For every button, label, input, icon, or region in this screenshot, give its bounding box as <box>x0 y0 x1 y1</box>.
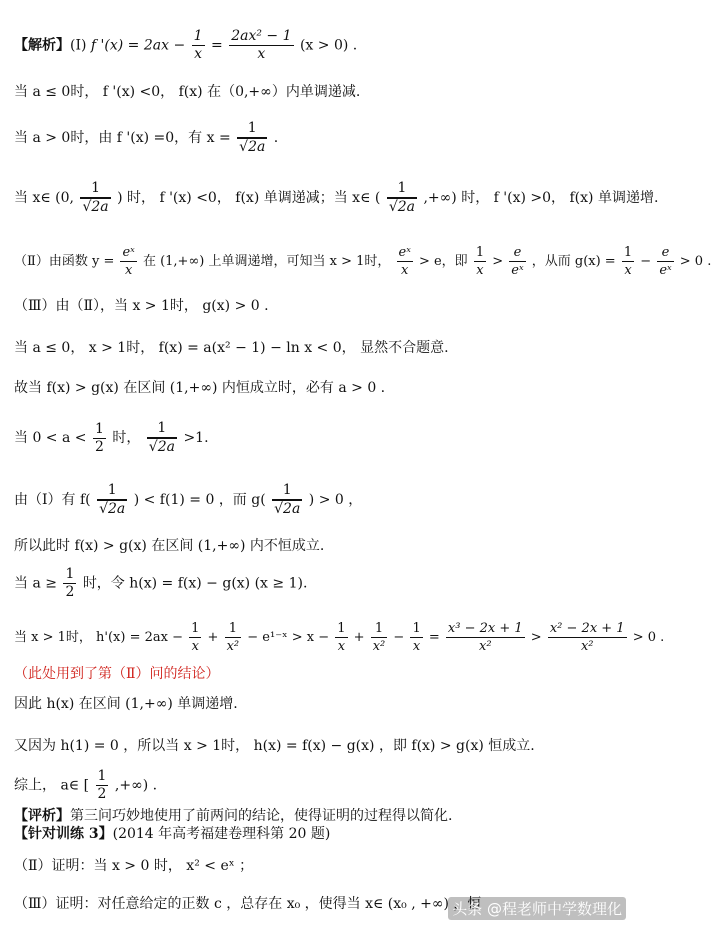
fraction: $\frac{1}{x}$ <box>193 28 203 62</box>
comment-tag: 【评析】 <box>14 808 70 824</box>
solution-line-13: 当 x > 1时， h'(x) = 2ax − $\frac{1}{x}$ + $\frac{1}{\text{x²}}$ − e¹⁻ˣ > x − $\frac{1}{x}$ + $\frac{1}{\text{x²}}$ − $\frac{1}{x}$ = $\frac{\text{x³ − 2x + 1}}{\text{x²}}$ > $\frac{\text{x² − 2x + 1}}{\text{x²}}$ > 0 . <box>14 621 665 654</box>
solution-line-7: 当 a ≤ 0， x > 1时， f(x) = a(x² − 1) − ln x < 0， 显然不合题意. <box>14 340 449 356</box>
watermark: 头条 @程老师中学数理化 <box>448 897 626 920</box>
practice-header: 【针对训练 3】(2014 年高考福建卷理科第 20 题) <box>14 826 331 842</box>
solution-line-3: 当 a > 0时，由 f '(x) =0，有 x = $\frac{1}{√2a}$ . <box>14 120 279 155</box>
solution-line-12: 当 a ≥ $\frac{1}{2}$ 时，令 h(x) = f(x) − g(x) (x ≥ 1). <box>14 566 308 600</box>
solution-line-16: 又因为 h(1) = 0 ，所以当 x > 1时， h(x) = f(x) − g(x) ，即 f(x) > g(x) 恒成立. <box>14 738 535 754</box>
highlight-note: （此处用到了第（Ⅱ）问的结论） <box>14 666 220 682</box>
practice-line-3: （Ⅲ）证明：对任意给定的正数 c ，总存在 x₀ ，使得当 x∈ (x₀ , +∞) ，恒 <box>14 896 482 912</box>
practice-tag: 【针对训练 3】 <box>14 826 113 842</box>
solution-line-10: 由（Ⅰ）有 f( $\frac{1}{√2a}$ ) < f(1) = 0 ，而 g( $\frac{1}{√2a}$ ) > 0 ， <box>14 482 363 517</box>
solution-line-17: 综上， a∈ [ $\frac{1}{2}$ ,+∞) . <box>14 768 158 802</box>
practice-line-2: （Ⅱ）证明：当 x > 0 时， x² < eˣ ； <box>14 858 254 874</box>
solution-line-1: 【解析】(Ⅰ) f '(x) = 2ax − $\frac{1}{x}$ = $\frac{\text{2ax² − 1}}{x}$ (x > 0) . <box>14 28 358 62</box>
solution-line-9: 当 0 < a < $\frac{1}{2}$ 时， $\frac{1}{√2a}$ >1. <box>14 420 209 455</box>
solution-line-15: 因此 h(x) 在区间 (1,+∞) 单调递增. <box>14 696 238 712</box>
solution-line-5: （Ⅱ）由函数 y = $\frac{\text{eˣ}}{x}$ 在 (1,+∞) 上单调递增，可知当 x > 1时， $\frac{\text{eˣ}}{x}$ > e，即 $\frac{1}{x}$ > $\frac{e}{\text{eˣ}}$ ，从而 g(x) = $\frac{1}{x}$ − $\frac{e}{\text{eˣ}}$ > 0 . <box>14 245 711 278</box>
solution-line-8: 故当 f(x) > g(x) 在区间 (1,+∞) 内恒成立时，必有 a > 0 . <box>14 380 386 396</box>
solution-line-11: 所以此时 f(x) > g(x) 在区间 (1,+∞) 内不恒成立. <box>14 538 325 554</box>
solution-line-4: 当 x∈ (0, $\frac{1}{√2a}$ ) 时， f '(x) <0， f(x) 单调递减；当 x∈ ( $\frac{1}{√2a}$ ,+∞) 时， f '(x) >0， f(x) 单调递增. <box>14 180 659 215</box>
solution-line-2: 当 a ≤ 0时， f '(x) <0， f(x) 在（0,+∞）内单调递减. <box>14 84 361 100</box>
fraction: $\frac{\text{2ax² − 1}}{x}$ <box>231 28 292 62</box>
solution-line-6: （Ⅲ）由（Ⅱ），当 x > 1时， g(x) > 0 . <box>14 298 269 314</box>
fraction: $\frac{1}{√2a}$ <box>239 120 266 155</box>
analysis-tag: 【解析】 <box>14 37 70 54</box>
comment-line: 【评析】第三问巧妙地使用了前两问的结论，使得证明的过程得以简化. <box>14 808 453 824</box>
